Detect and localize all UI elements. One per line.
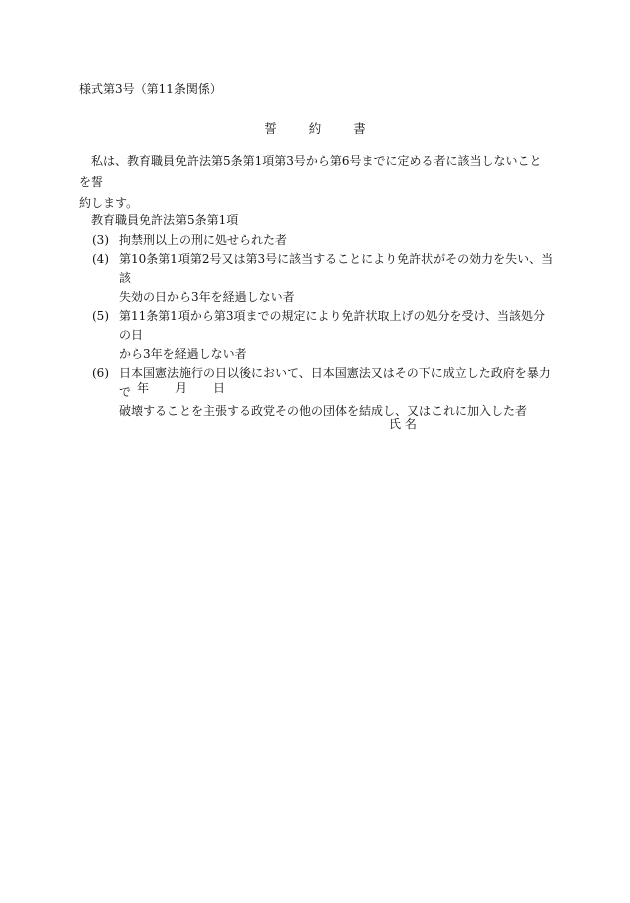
item-text: 第11条第1項から第3項までの規定により免許状取上げの処分を受け、当該処分の日 (119, 309, 546, 342)
item-text: 拘禁刑以上の刑に処せられた者 (119, 233, 288, 247)
list-item (79, 231, 554, 250)
pledge-line-2: 約します。 (79, 196, 139, 210)
form-number: 様式第3号（第11条関係） (79, 82, 222, 96)
item-text-continued: 失効の日から3年を経過しない者 (119, 290, 295, 304)
item-text: 日本国憲法施行の日以後において、日本国憲法又はその下に成立した政府を暴力で (119, 366, 551, 399)
list-item (79, 307, 554, 364)
item-number: (6) (92, 366, 109, 380)
signature-name-label: 氏 名 (389, 417, 417, 431)
title-char-1: 誓 (264, 121, 277, 136)
date-year-label: 年 (137, 381, 150, 395)
document-title (0, 119, 630, 137)
date-day-label: 日 (213, 381, 226, 395)
item-number: (4) (92, 252, 109, 266)
pledge-statement (79, 151, 553, 214)
date-line (137, 379, 225, 396)
date-month-label: 月 (175, 381, 188, 395)
title-char-2: 約 (308, 121, 322, 136)
title-char-3: 書 (353, 121, 366, 136)
item-text-continued: から3年を経過しない者 (119, 347, 247, 361)
item-number: (3) (92, 233, 109, 247)
item-number: (5) (92, 309, 109, 323)
item-text: 第10条第1項第2号又は第3号に該当することにより免許状がその効力を失い、当該 (119, 252, 554, 285)
item-text-continued: 破壊することを主張する政党その他の団体を結成し、又はこれに加入した者 (119, 404, 528, 418)
pledge-line-1: 私は、教育職員免許法第5条第1項第3号から第6号までに定める者に該当しないことを誓 (79, 154, 542, 189)
law-heading: 教育職員免許法第5条第1項 (91, 213, 239, 227)
list-item (79, 250, 554, 307)
